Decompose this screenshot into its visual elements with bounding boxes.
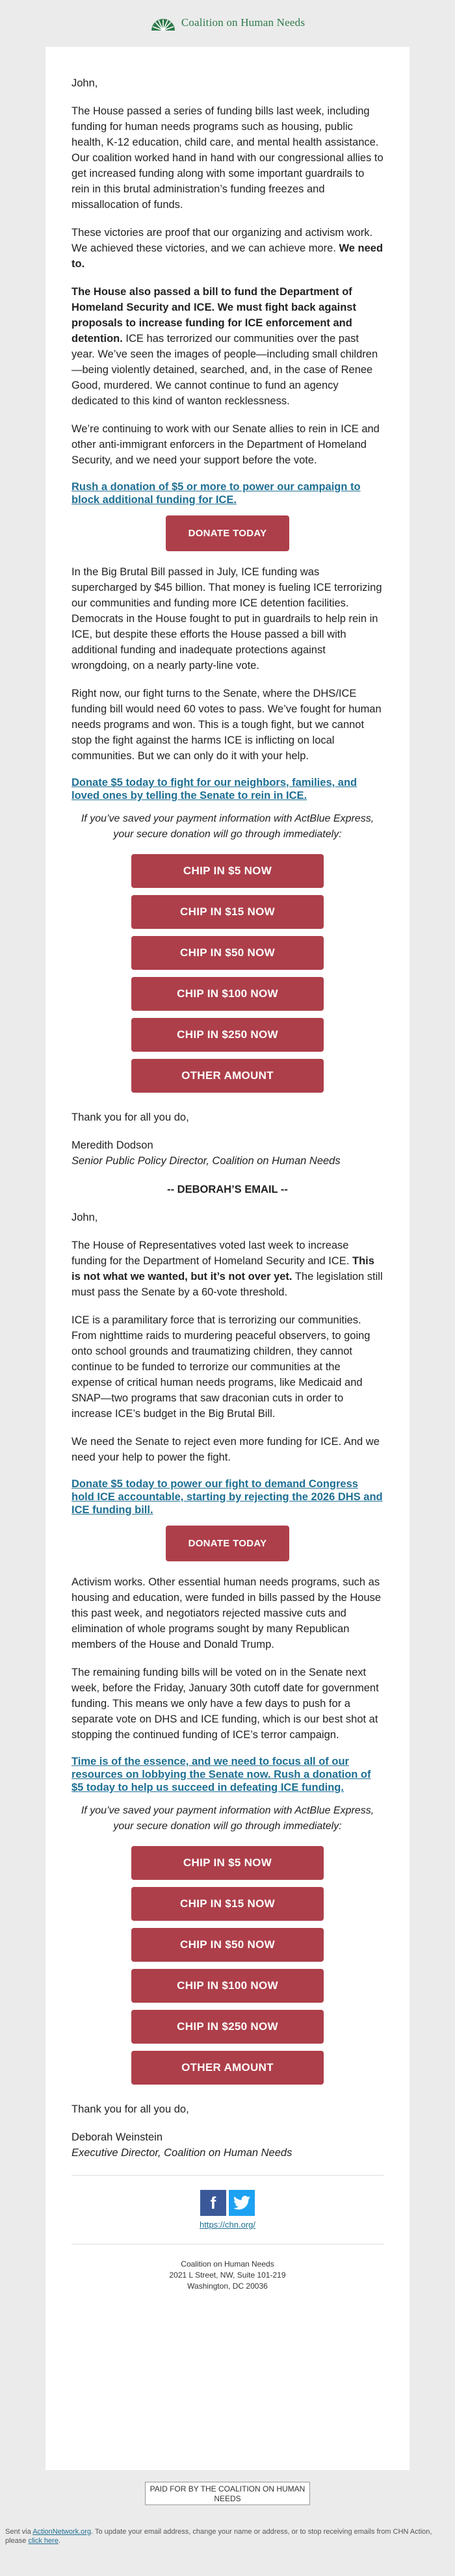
- greeting: John,: [72, 1212, 98, 1223]
- signature-title: Executive Director, Coalition on Human Needs: [72, 2147, 292, 2159]
- chip-in-250-button[interactable]: CHIP IN $250 NOW: [131, 1018, 324, 1052]
- footer: Sent via ActionNetwork.org. To update your email address, change your name or address, or to stop receiving emails from CHN Action, please click here.: [5, 2528, 432, 2545]
- website-link[interactable]: https://chn.org/: [200, 2220, 255, 2230]
- chip-in-15-button[interactable]: CHIP IN $15 NOW: [131, 1887, 324, 1921]
- donate-link[interactable]: Donate $5 today to fight for our neighbors, families, and loved ones by telling the Senate to rein in ICE.: [72, 777, 358, 801]
- divider: [72, 2175, 384, 2176]
- signature-name: Deborah Weinstein: [72, 2131, 163, 2143]
- paragraph: The House also passed a bill to fund the Department of Homeland Security and ICE. We must fight back against proposals to increase funding for ICE enforcement and detention. ICE has terrorized our communities over the past year. We’ve seen the images of people—including small children—being violently detained, searched, and, in the case of Renee Good, murdered. We cannot continue to fund an agency dedicated to this kind of wanton recklessness.: [72, 286, 378, 407]
- donate-today-button[interactable]: DONATE TODAY: [166, 515, 289, 551]
- paragraph: Activism works. Other essential human needs programs, such as housing and education, were funded in bills passed by the House this past week, and negotiators rejected massive cuts and elimination of whole programs sought by many Republican members of the House and Donald Trump.: [72, 1576, 382, 1650]
- email-body: [46, 47, 410, 2470]
- paragraph: In the Big Brutal Bill passed in July, ICE funding was supercharged by $45 billion. That money is fueling ICE terrorizing our communities and funding more ICE detention facilities. Democrats in the House fought to put in guardrails to help rein in ICE, but despite these efforts the House passed a bill with additional funding and inadequate protections against wrongdoing, on a nearly party-line vote.: [72, 566, 382, 671]
- social-links: [72, 2190, 384, 2216]
- logo-text: Coalition on Human Needs: [181, 16, 306, 29]
- section-heading: -- DEBORAH’S EMAIL --: [167, 1184, 288, 1195]
- actblue-note: If you’ve saved your payment information with ActBlue Express, your secure donation will go through immediately:: [81, 1805, 374, 1832]
- paragraph: These victories are proof that our organizing and activism work. We achieved these victories, and we can achieve more. We need to.: [72, 227, 384, 270]
- chip-in-100-button[interactable]: CHIP IN $100 NOW: [131, 977, 324, 1011]
- chip-in-buttons: [72, 1846, 384, 2085]
- chip-in-15-button[interactable]: CHIP IN $15 NOW: [131, 895, 324, 929]
- address: Coalition on Human Needs 2021 L Street, NW, Suite 101-219 Washington, DC 20036: [169, 2259, 286, 2291]
- chip-in-5-button[interactable]: CHIP IN $5 NOW: [131, 1846, 324, 1880]
- paragraph: The House of Representatives voted last week to increase funding for the Department of Homeland Security and ICE. This is not what we wanted, but it’s not over yet. The legislation still must pass the Senate by a 60-vote threshold.: [72, 1240, 383, 1298]
- facebook-icon[interactable]: f: [200, 2190, 226, 2216]
- chip-in-50-button[interactable]: CHIP IN $50 NOW: [131, 936, 324, 970]
- donate-link[interactable]: Rush a donation of $5 or more to power our campaign to block additional funding for ICE.: [72, 481, 361, 506]
- actionnetwork-link[interactable]: ActionNetwork.org: [32, 2528, 92, 2536]
- chip-in-5-button[interactable]: CHIP IN $5 NOW: [131, 854, 324, 888]
- paragraph: We’re continuing to work with our Senate allies to rein in ICE and other anti-immigrant enforcers in the Department of Homeland Security, and we need your support before the vote.: [72, 423, 380, 466]
- closing: Thank you for all you do,: [72, 2103, 189, 2115]
- paragraph: ICE is a paramilitary force that is terrorizing our communities. From nighttime raids to murdering peaceful observers, to going onto school grounds and traumatizing children, they cannot continue to be funded to terrorize our communities at the expense of critical human needs programs, like Medicaid and SNAP—two programs that saw draconian cuts in order to increase ICE’s budget in the Big Brutal Bill.: [72, 1314, 370, 1420]
- paragraph: The House passed a series of funding bills last week, including funding for human needs programs such as housing, public health, K-12 education, child care, and mental health assistance. Our coalition worked hand in hand with our congressional allies to get increased funding along with some important guardrails to rein in this brutal administration’s funding freezes and missallocation of funds.: [72, 105, 384, 211]
- twitter-icon[interactable]: [229, 2190, 255, 2216]
- donate-link[interactable]: Time is of the essence, and we need to focus all of our resources on lobbying the Senate now. Rush a donation of $5 today to help us succeed in defeating ICE funding.: [72, 1756, 371, 1793]
- chip-in-100-button[interactable]: CHIP IN $100 NOW: [131, 1969, 324, 2003]
- logo[interactable]: [150, 14, 305, 31]
- sunburst-logo-icon: [150, 14, 176, 31]
- paragraph: Right now, our fight turns to the Senate, where the DHS/ICE funding bill would need 60 votes to pass. We’ve fought for human needs programs and won. This is a tough fight, but we cannot stop the fight against the harms ICE is inflicting on local communities. But we can only do it with your help.: [72, 688, 382, 762]
- paid-for-disclaimer: PAID FOR BY THE COALITION ON HUMAN NEEDS: [145, 2482, 310, 2505]
- unsubscribe-link[interactable]: click here: [28, 2537, 58, 2545]
- closing: Thank you for all you do,: [72, 1112, 189, 1123]
- header: [0, 0, 455, 46]
- chip-in-50-button[interactable]: CHIP IN $50 NOW: [131, 1928, 324, 1962]
- donate-today-button[interactable]: DONATE TODAY: [166, 1526, 289, 1561]
- chip-in-250-button[interactable]: CHIP IN $250 NOW: [131, 2010, 324, 2044]
- signature-name: Meredith Dodson: [72, 1139, 153, 1151]
- actblue-note: If you’ve saved your payment information with ActBlue Express, your secure donation will go through immediately:: [81, 813, 374, 840]
- chip-in-buttons: [72, 854, 384, 1093]
- paragraph: The remaining funding bills will be voted on in the Senate next week, before the Friday, January 30th cutoff date for government funding. This means we only have a few days to push for a separate vote on DHS and ICE funding, which is our best shot at stopping the continued funding of ICE’s terror campaign.: [72, 1667, 379, 1741]
- donate-link[interactable]: Donate $5 today to power our fight to demand Congress hold ICE accountable, starting by rejecting the 2026 DHS and ICE funding bill.: [72, 1478, 383, 1516]
- other-amount-button[interactable]: OTHER AMOUNT: [131, 1059, 324, 1093]
- greeting: John,: [72, 77, 98, 89]
- paragraph: We need the Senate to reject even more funding for ICE. And we need your help to power the fight.: [72, 1436, 380, 1463]
- other-amount-button[interactable]: OTHER AMOUNT: [131, 2051, 324, 2085]
- signature-title: Senior Public Policy Director, Coalition on Human Needs: [72, 1155, 341, 1167]
